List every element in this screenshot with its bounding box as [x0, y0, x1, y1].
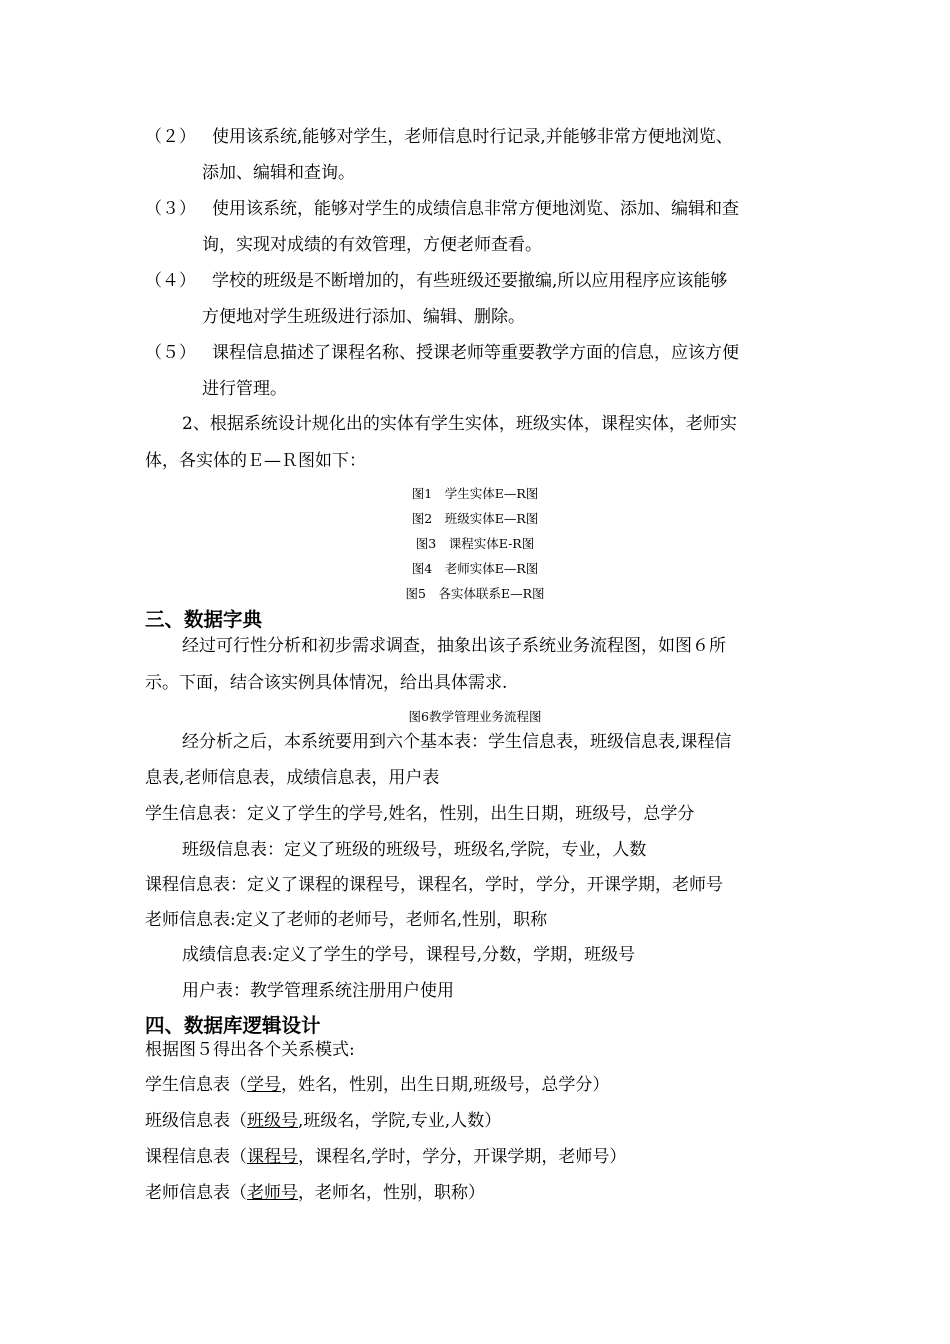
list-item-text: 课程信息描述了课程名称、授课老师等重要教学方面的信息，应该方便 — [212, 343, 739, 363]
relation-schema — [145, 1077, 609, 1094]
relation-schema — [145, 1185, 485, 1202]
list-item-number: （５） — [145, 343, 196, 363]
table-definition: 老师信息表:定义了老师的老师号，老师名,性别，职称 — [145, 910, 548, 930]
section-heading: 三、数据字典 — [145, 608, 263, 631]
figure-caption: 图2 班级实体E—R图 — [411, 511, 539, 526]
table-definition: 成绩信息表:定义了学生的学号，课程号,分数，学期，班级号 — [182, 945, 636, 965]
figure-caption: 图1 学生实体E—R图 — [411, 486, 539, 501]
relation-attributes: ，老师名，性别，职称） — [298, 1183, 485, 1203]
paragraph: 经分析之后，本系统要用到六个基本表：学生信息表，班级信息表,课程信 — [182, 732, 732, 752]
relation-name: 课程信息表（ — [145, 1147, 247, 1167]
list-item-text: 使用该系统，能够对学生的成绩信息非常方便地浏览、添加、编辑和查 — [212, 199, 739, 219]
relation-attributes: ，课程名,学时，学分，开课学期，老师号） — [298, 1147, 627, 1167]
list-item-number: （４） — [145, 271, 196, 291]
list-item-continuation: 添加、编辑和查询。 — [202, 163, 355, 183]
table-definition: 用户表：教学管理系统注册用户使用 — [182, 981, 454, 1001]
paragraph-continuation: 息表,老师信息表，成绩信息表，用户表 — [145, 768, 440, 788]
primary-key: 班级号 — [247, 1111, 298, 1131]
list-item-3 — [145, 201, 739, 218]
paragraph: 根据图５得出各个关系模式: — [145, 1040, 355, 1060]
table-definition: 课程信息表：定义了课程的课程号，课程名，学时，学分，开课学期，老师号 — [145, 875, 723, 895]
list-item-continuation: 询，实现对成绩的有效管理，方便老师查看。 — [202, 235, 542, 255]
list-item-continuation: 方便地对学生班级进行添加、编辑、删除。 — [202, 307, 525, 327]
paragraph-continuation: 示。下面，结合该实例具体情况，给出具体需求. — [145, 673, 508, 693]
list-item-number: （２） — [145, 127, 196, 147]
list-item-4 — [145, 273, 727, 290]
relation-name: 班级信息表（ — [145, 1111, 247, 1131]
relation-name: 老师信息表（ — [145, 1183, 247, 1203]
relation-attributes: ,班级名，学院,专业,人数） — [298, 1111, 502, 1131]
relation-attributes: ，姓名，性别，出生日期,班级号，总学分） — [281, 1075, 610, 1095]
entity-paragraph-continuation: 体，各实体的Ｅ—Ｒ图如下： — [145, 451, 366, 471]
figure-caption: 图3 课程实体E-R图 — [415, 536, 535, 551]
figure-caption: 图5 各实体联系E—R图 — [405, 586, 545, 601]
list-item-2 — [145, 129, 733, 146]
section-heading: 四、数据库逻辑设计 — [145, 1014, 321, 1037]
list-item-number: （３） — [145, 199, 196, 219]
list-item-continuation: 进行管理。 — [202, 379, 287, 399]
list-item-text: 学校的班级是不断增加的，有些班级还要撤编,所以应用程序应该能够 — [212, 271, 728, 291]
relation-schema — [145, 1149, 626, 1166]
figure-caption: 图6教学管理业务流程图 — [408, 709, 542, 724]
primary-key: 学号 — [247, 1075, 281, 1095]
relation-name: 学生信息表（ — [145, 1075, 247, 1095]
relation-schema — [145, 1113, 501, 1130]
primary-key: 老师号 — [247, 1183, 298, 1203]
list-item-text: 使用该系统,能够对学生，老师信息时行记录,并能够非常方便地浏览、 — [212, 127, 733, 147]
entity-paragraph: 2、根据系统设计规化出的实体有学生实体，班级实体，课程实体，老师实 — [182, 414, 737, 434]
figure-caption: 图4 老师实体E—R图 — [411, 561, 539, 576]
table-definition: 班级信息表：定义了班级的班级号，班级名,学院，专业，人数 — [182, 840, 647, 860]
table-definition: 学生信息表：定义了学生的学号,姓名，性别，出生日期，班级号，总学分 — [145, 804, 695, 824]
list-item-5 — [145, 345, 739, 362]
primary-key: 课程号 — [247, 1147, 298, 1167]
paragraph: 经过可行性分析和初步需求调查，抽象出该子系统业务流程图，如图６所 — [182, 636, 726, 656]
